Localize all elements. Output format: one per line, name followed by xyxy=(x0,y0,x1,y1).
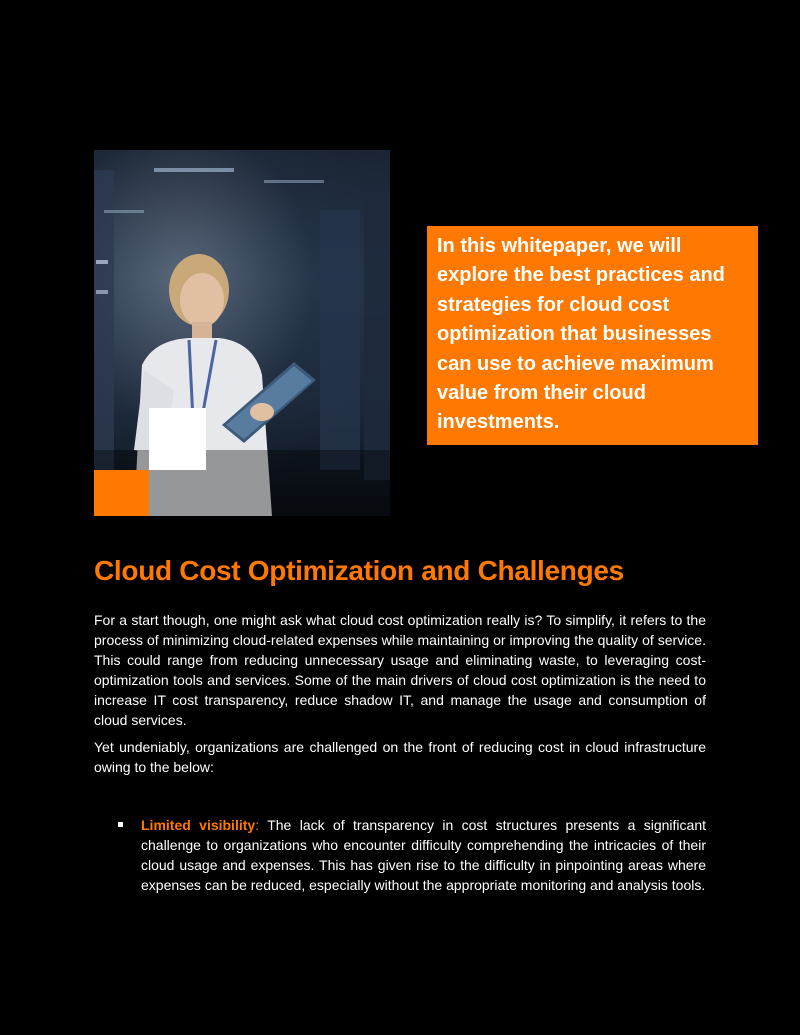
callout-box xyxy=(427,226,758,445)
section-title: Cloud Cost Optimization and Challenges xyxy=(94,555,624,586)
hero-photo-illustration xyxy=(94,150,390,516)
list-item xyxy=(118,815,706,895)
body-paragraph: Yet undeniably, organizations are challenged on the front of reducing cost in cloud infrastructure owing to the below: xyxy=(94,739,706,775)
challenge-list xyxy=(118,815,706,895)
list-item-separator: : xyxy=(255,817,260,833)
list-item-term: Limited visibility xyxy=(141,817,256,833)
body-paragraph: For a start though, one might ask what cloud cost optimization really is? To simplify, it refers to the process of minimizing cloud-related expenses while maintaining or improving the quality of service. This could range from reducing unnecessary usage and eliminating waste, to leveraging cost-optimization tools and services. Some of the main drivers of cloud cost optimization is the need to increase IT cost transparency, reduce shadow IT, and manage the usage and consumption of cloud services. xyxy=(94,612,706,728)
square-bullet-icon xyxy=(118,822,123,827)
list-item-text xyxy=(141,815,706,895)
decorative-orange-square xyxy=(94,470,149,516)
callout-text: In this whitepaper, we will explore the best practices and strategies for cloud cost optimization that businesses can use to achieve maximum value from their cloud investments. xyxy=(437,235,725,434)
hero-photo xyxy=(94,150,390,516)
decorative-white-square xyxy=(149,408,206,470)
list-item-body: The lack of transparency in cost structures presents a significant challenge to organizations who encounter difficulty comprehending the intricacies of their cloud usage and expenses. This has given rise to the difficulty in pinpointing areas where expenses can be reduced, especially without the appropriate monitoring and analysis tools. xyxy=(141,817,706,893)
